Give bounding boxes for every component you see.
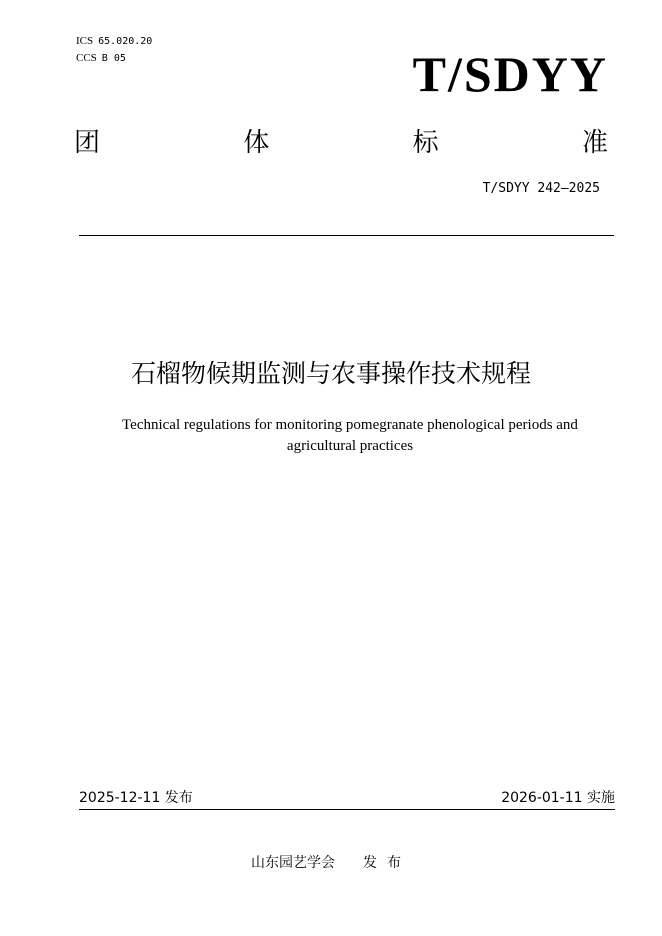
dates-row [79,788,615,808]
kind-char: 准 [581,128,608,158]
kind-char: 体 [243,128,270,158]
title-chinese: 石榴物候期监测与农事操作技术规程 [130,359,531,388]
bottom-divider [79,809,615,810]
ccs-value: B 05 [101,53,126,64]
standard-kind [74,127,608,159]
standard-code: T/SDYY 242—2025 [482,181,600,196]
title-english [90,415,610,457]
title-english-line: Technical regulations for monitoring pomegranate phenological periods and [122,417,578,433]
implement-date: 2026-01-11 实施 [501,790,615,806]
ics-label: ICS [76,35,94,47]
ics-value: 65.020.20 [98,36,153,47]
classification-codes [76,33,152,67]
standard-brand: T/SDYY [412,46,608,102]
title-english-line: agricultural practices [286,438,414,454]
ccs-label: CCS [76,52,97,64]
ics-line [76,33,152,50]
issuer-verb: 发布 [363,855,411,871]
top-divider [79,235,614,236]
issuer-name: 山东园艺学会 [251,855,335,871]
ccs-line [76,50,152,67]
release-date: 2025-12-11 发布 [79,790,193,806]
kind-char: 团 [74,128,101,158]
issuer-line [0,853,662,873]
kind-char: 标 [412,128,439,158]
